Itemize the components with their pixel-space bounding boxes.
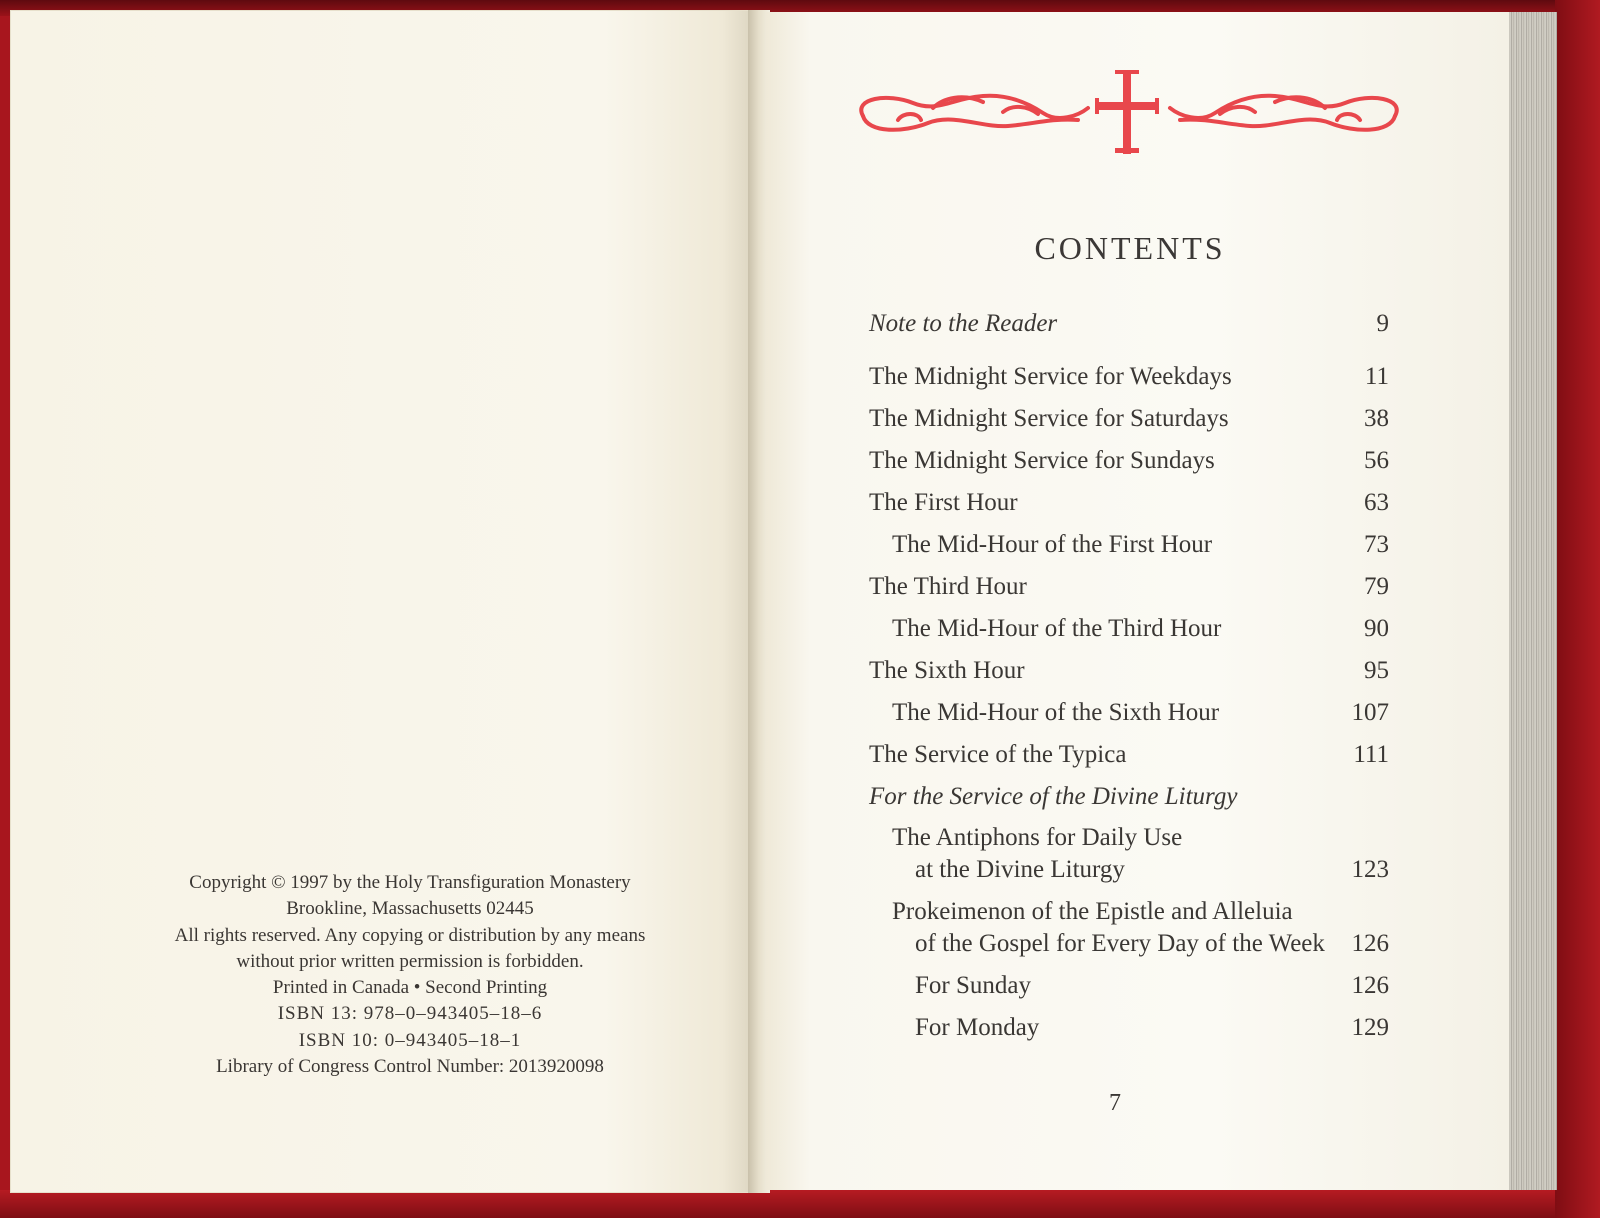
toc-entry-title: The Mid-Hour of the Sixth Hour <box>892 699 1220 726</box>
toc-entry-page: 123 <box>1351 856 1389 883</box>
cover-bottom-edge <box>0 1190 1600 1218</box>
right-page <box>766 12 1509 1190</box>
toc-entry-page: 38 <box>1364 405 1389 432</box>
copyright-block <box>140 870 680 1080</box>
toc-entry-title: For Monday <box>915 1014 1040 1041</box>
toc-entry-page: 126 <box>1351 972 1389 999</box>
toc-entry-page: 107 <box>1351 699 1389 726</box>
toc-entry-title: The Mid-Hour of the First Hour <box>892 531 1213 558</box>
contents-title: CONTENTS <box>1034 230 1226 266</box>
toc-entry-page: 129 <box>1351 1014 1389 1041</box>
page-stack-edge <box>1507 12 1557 1190</box>
toc-entry-page: 95 <box>1364 657 1389 684</box>
toc-entry-page: 9 <box>1376 310 1389 337</box>
publisher-address: Brookline, Massachusetts 02445 <box>286 898 534 920</box>
copyright-line: Copyright © 1997 by the Holy Transfiguration Monastery <box>189 872 631 893</box>
toc-entry-page: 90 <box>1364 615 1389 642</box>
toc-entry-title: The First Hour <box>869 489 1018 516</box>
toc-entry-title: at the Divine Liturgy <box>915 856 1125 883</box>
cover-right-edge <box>1555 0 1600 1218</box>
isbn-10: ISBN 10: 0–943405–18–1 <box>298 1029 522 1051</box>
toc-entry-title: The Third Hour <box>869 573 1027 600</box>
toc-entry-page: 11 <box>1364 363 1389 390</box>
isbn-13: ISBN 13: 978–0–943405–18–6 <box>277 1003 543 1025</box>
toc-entry-title: Prokeimenon of the Epistle and Alleluia <box>892 898 1293 925</box>
toc-entry-title: The Service of the Typica <box>869 741 1127 768</box>
cross-ornament-icon <box>843 68 1415 158</box>
toc-entry-page: 126 <box>1351 930 1389 957</box>
toc-entry-title: The Sixth Hour <box>869 657 1025 684</box>
toc-entry-title: The Midnight Service for Sundays <box>869 447 1215 474</box>
printing-line: Printed in Canada • Second Printing <box>272 977 548 999</box>
page-number: 7 <box>1109 1090 1121 1116</box>
toc-entry-page: 111 <box>1353 741 1389 768</box>
toc-entry-title: The Midnight Service for Saturdays <box>869 405 1229 432</box>
toc-entry-title: of the Gospel for Every Day of the Week <box>915 930 1325 957</box>
toc-entry-title: The Mid-Hour of the Third Hour <box>892 615 1222 642</box>
toc-entry-title: The Antiphons for Daily Use <box>892 824 1183 851</box>
loc-control-number: Library of Congress Control Number: 2013920098 <box>216 1056 604 1078</box>
toc-entry-page: 63 <box>1364 489 1389 516</box>
toc-entry-page: 73 <box>1364 531 1389 558</box>
toc-entry-title: For the Service of the Divine Liturgy <box>869 783 1238 810</box>
toc-entry-title: Note to the Reader <box>869 310 1058 337</box>
rights-line: All rights reserved. Any copying or distribution by any means <box>174 924 646 946</box>
toc-entry-page: 56 <box>1364 447 1389 474</box>
toc-entry-page: 79 <box>1364 573 1389 600</box>
toc-entry-title: The Midnight Service for Weekdays <box>869 363 1232 390</box>
permission-line: without prior written permission is forbidden. <box>236 950 584 972</box>
toc-entry-title: For Sunday <box>915 972 1031 999</box>
